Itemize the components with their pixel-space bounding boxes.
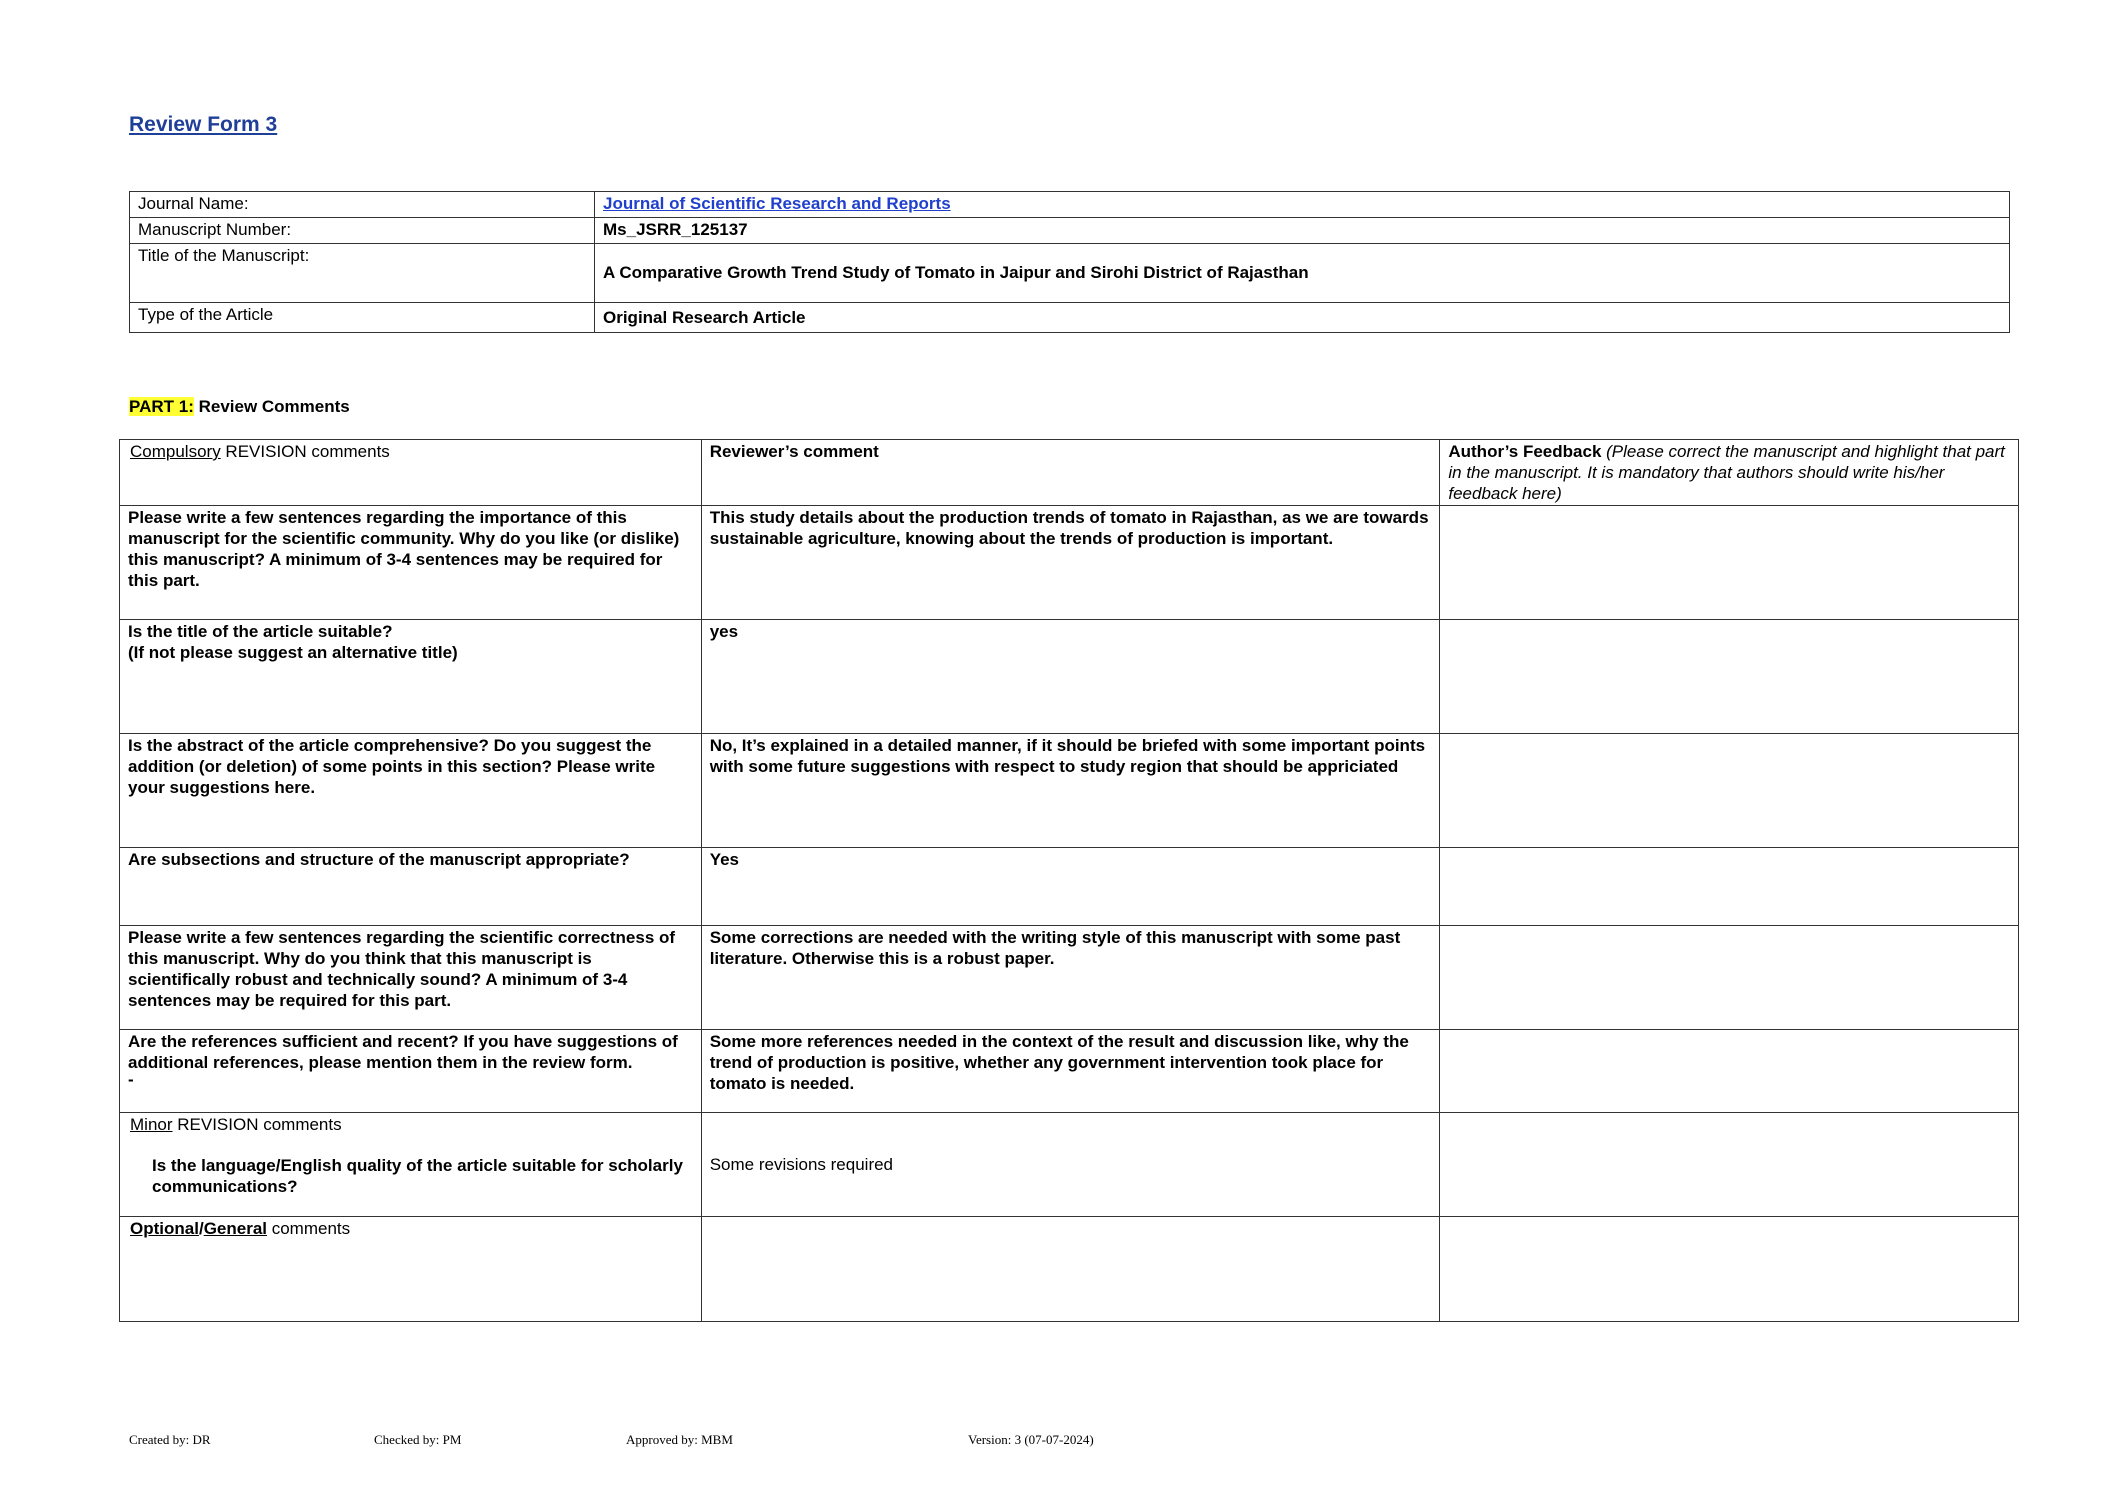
header-row: [120, 440, 2019, 506]
manuscript-title-value: A Comparative Growth Trend Study of Tomato in Jaipur and Sirohi District of Rajasthan: [595, 244, 2010, 303]
minor-label-rest: REVISION comments: [172, 1115, 342, 1134]
question-structure: Are subsections and structure of the manuscript appropriate?: [120, 848, 702, 926]
article-type-label: Type of the Article: [130, 303, 595, 333]
answer-importance: This study details about the production trends of tomato in Rajasthan, as we are towards sustainable agriculture, knowing about the trends of production is important.: [701, 506, 1440, 620]
footer-checked: Checked by: PM: [374, 1432, 462, 1447]
footer-approved: Approved by: MBM: [626, 1432, 733, 1447]
references-dash: -: [128, 1070, 134, 1089]
optional-reviewer-cell[interactable]: [701, 1217, 1440, 1322]
table-row: [120, 1030, 2019, 1113]
author-feedback-header: Author’s Feedback: [1448, 442, 1602, 461]
manuscript-number-value: Ms_JSRR_125137: [595, 218, 2010, 244]
review-comments-table: [119, 439, 2019, 1322]
question-title-sub: (If not please suggest an alternative title): [128, 643, 458, 662]
table-row: [120, 848, 2019, 926]
table-row: [120, 926, 2019, 1030]
optional-row: [120, 1217, 2019, 1322]
minor-label: Minor: [130, 1115, 173, 1134]
journal-link[interactable]: Journal of Scientific Research and Reports: [603, 194, 951, 213]
author-feedback-cell[interactable]: [1440, 1113, 2019, 1217]
answer-correctness: Some corrections are needed with the writing style of this manuscript with some past literature. Otherwise this is a robust paper.: [701, 926, 1440, 1030]
table-row: [120, 506, 2019, 620]
answer-abstract: No, It’s explained in a detailed manner, if it should be briefed with some important points with some future suggestions with respect to study region that should be appriciated: [701, 734, 1440, 848]
table-row: [120, 620, 2019, 734]
answer-structure: Yes: [701, 848, 1440, 926]
general-label: General: [203, 1219, 267, 1238]
question-references: Are the references sufficient and recent? If you have suggestions of additional references, please mention them in the review form.: [128, 1032, 678, 1072]
manuscript-info-table: [129, 191, 2010, 333]
answer-title: yes: [701, 620, 1440, 734]
table-row: [120, 734, 2019, 848]
journal-label: Journal Name:: [130, 192, 595, 218]
form-title: Review Form 3: [129, 113, 278, 136]
footer-created: Created by: DR: [129, 1432, 211, 1447]
answer-references: Some more references needed in the context of the result and discussion like, why the trend of production is positive, whether any government intervention took place for tomato is needed.: [701, 1030, 1440, 1113]
author-feedback-cell[interactable]: [1440, 926, 2019, 1030]
question-correctness: Please write a few sentences regarding the scientific correctness of this manuscript. Why do you think that this manuscript is scientifically robust and technically sound? A minimum of 3-4 sentences may be required for this part.: [120, 926, 702, 1030]
footer-version: Version: 3 (07-07-2024): [968, 1432, 1094, 1447]
part-heading: [129, 397, 350, 417]
author-feedback-cell[interactable]: [1440, 1030, 2019, 1113]
manuscript-number-label: Manuscript Number:: [130, 218, 595, 244]
part-title: Review Comments: [193, 397, 350, 416]
author-feedback-cell[interactable]: [1440, 734, 2019, 848]
question-title: Is the title of the article suitable?: [128, 622, 393, 641]
author-feedback-cell[interactable]: [1440, 848, 2019, 926]
question-language: Is the language/English quality of the article suitable for scholarly communications?: [152, 1156, 683, 1196]
optional-sep: /: [198, 1219, 204, 1238]
question-abstract: Is the abstract of the article comprehensive? Do you suggest the addition (or deletion) of some points in this section? Please write your suggestions here.: [120, 734, 702, 848]
author-feedback-cell[interactable]: [1440, 620, 2019, 734]
compulsory-label: Compulsory: [130, 442, 221, 461]
answer-language: Some revisions required: [701, 1113, 1440, 1217]
optional-rest: comments: [267, 1219, 351, 1238]
author-feedback-cell[interactable]: [1440, 506, 2019, 620]
question-importance: Please write a few sentences regarding the importance of this manuscript for the scientific community. Why do you like (or dislike) this manuscript? A minimum of 3-4 sentences may be required for this part.: [120, 506, 702, 620]
part-label: PART 1:: [129, 397, 194, 416]
compulsory-rest: REVISION comments: [220, 442, 390, 461]
article-type-value: Original Research Article: [595, 303, 2010, 333]
author-feedback-note: (Please correct the manuscript and highlight that part in the manuscript. It is mandatory that authors should write his/her feedback here): [1448, 442, 2005, 503]
minor-row: [120, 1113, 2019, 1217]
optional-label: Optional: [130, 1219, 199, 1238]
author-feedback-cell[interactable]: [1440, 1217, 2019, 1322]
reviewer-comment-header: Reviewer’s comment: [701, 440, 1440, 506]
manuscript-title-label: Title of the Manuscript:: [130, 244, 595, 303]
